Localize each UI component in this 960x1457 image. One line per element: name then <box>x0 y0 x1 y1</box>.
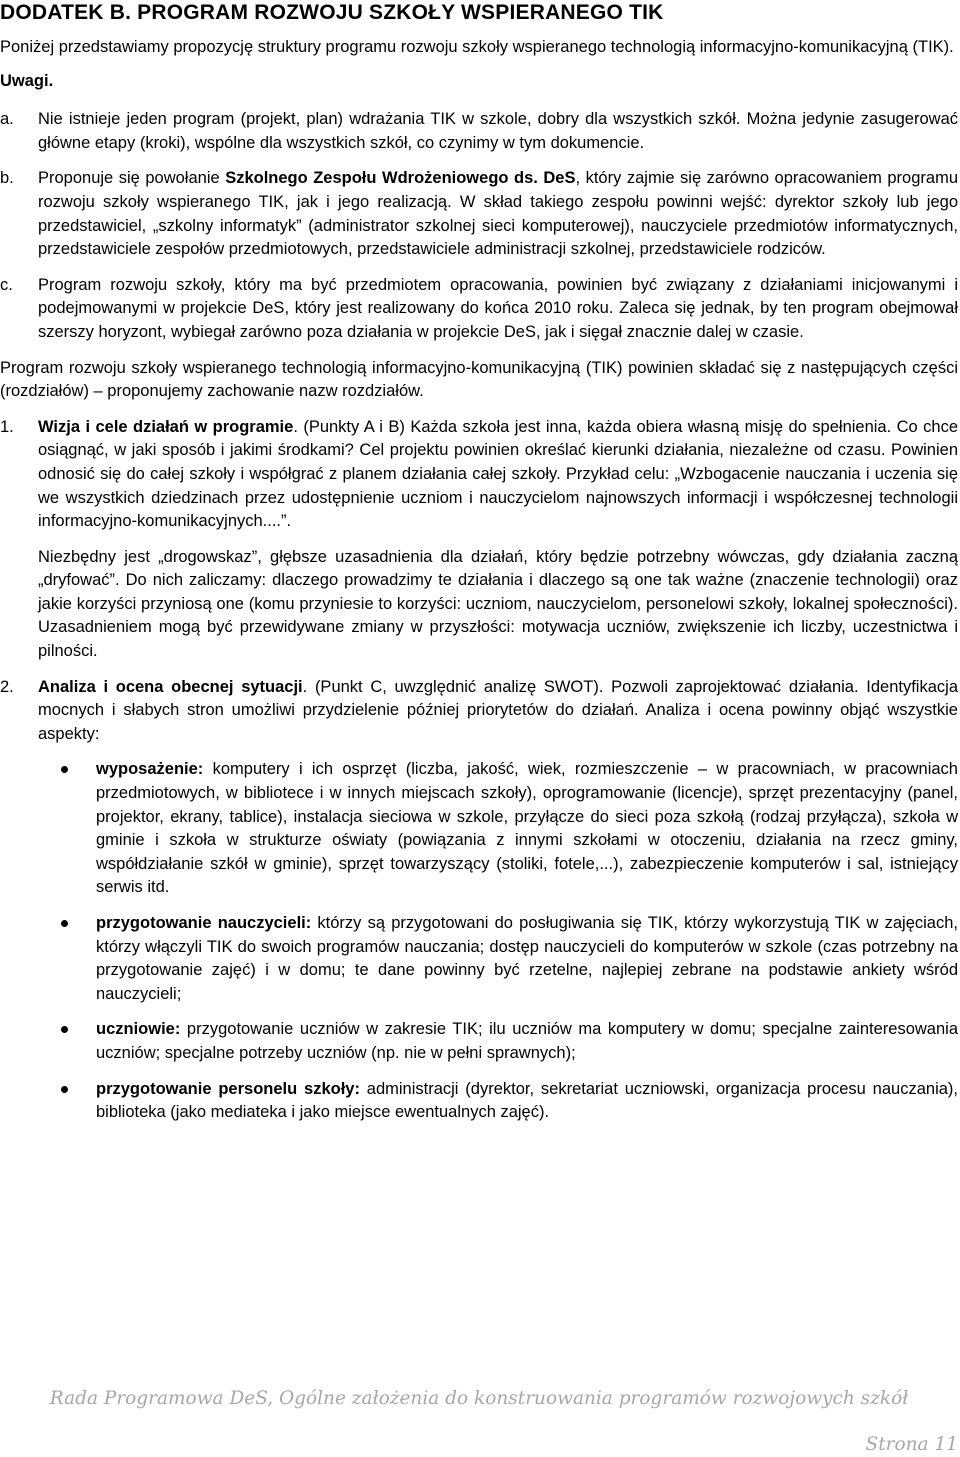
list-item-label: uczniowie: <box>96 1020 181 1039</box>
list-item-label: przygotowanie personelu szkoły: <box>96 1079 360 1098</box>
note-b-text: , który zajmie się zarówno opracowaniem programu rozwoju szkoły wspieranego TIK, jak i jego realizacją. W skład takiego zespołu powinni wejść: dyrektor szkoły lub jego przedstawiciel, „szkolny informatyk” (administrator szkolnej sieci komputerowej), nauczyciele przedmiotów informatycznych, przedstawiciele zespołów przedmiotowych, przedstawiciele administracji szkolnej, przedstawiciele rodziców. <box>38 169 958 259</box>
list-item-text: administracji (dyrektor, sekretariat uczniowski, organizacja procesu nauczania), biblioteka (jako mediateka i jako miejsce ewentualnych zajęć). <box>96 1079 958 1122</box>
section-1-text: . (Punkty A i B) Każda szkoła jest inna, każda obiera własną misję do spełnienia. Co chce osiągnąć, w jaki sposób i jakimi środkami? Cel projektu powinien określać kierunki działania, niezależne od czasu. Powinien odnosić się do całej szkoły i współgrać z planem działania całej szkoły. Przykład celu: „Wzbogacenie nauczania i uczenia się we wszystkich dziedzinach przez udostępnienie uczniom i nauczycielom najnowszych informacji i współczesnej technologii informacyjno-komunikacyjnych....”. <box>38 417 958 531</box>
aspects-list <box>0 758 958 1124</box>
page-number: Strona 11 <box>865 1434 958 1455</box>
bullet-icon <box>61 920 68 927</box>
section-1-marker: 1. <box>0 417 14 436</box>
page-title: DODATEK B. PROGRAM ROZWOJU SZKOŁY WSPIERANEGO TIK <box>0 1 664 24</box>
note-b <box>0 167 958 261</box>
section-1-title: Wizja i cele działań w programie <box>38 417 294 436</box>
list-item <box>0 912 958 1006</box>
section-2-text: . (Punkt C, uwzględnić analizę SWOT). Pozwoli zaprojektować działania. Identyfikacja mocnych i słabych stron umożliwi przydzielenie później priorytetów do działań. Analiza i ocena powinny objąć wszystkie aspekty: <box>38 677 958 743</box>
bullet-icon <box>61 766 68 773</box>
note-a <box>0 108 958 155</box>
intro-paragraph: Poniżej przedstawiamy propozycję struktury programu rozwoju szkoły wspieranego technologią informacyjno-komunikacyjną (TIK). <box>0 38 954 56</box>
section-2 <box>0 676 958 747</box>
note-a-marker: a. <box>0 110 14 129</box>
section-1-paragraph-2: Niezbędny jest „drogowskaz”, głębsze uzasadnienia dla działań, który będzie potrzebny wówczas, gdy działania zaczną „dryfować”. Do nich zaliczamy: dlaczego prowadzimy te działania i dlaczego są one tak ważne (znaczenie technologii) oraz jakie korzyści przyniosą one (komu przyniesie to korzyści: uczniom, nauczycielom, personelowi szkoły, lokalnej społeczności). Uzasadnieniem mogą być przewidywane zmiany w przyszłości: motywacja uczniów, zwiększenie ich liczby, uczestnictwa i pilności. <box>38 547 958 661</box>
list-item-text: przygotowanie uczniów w zakresie TIK; ilu uczniów ma komputery w domu; specjalne zainteresowania uczniów; specjalne potrzeby uczniów (np. nie w pełni sprawnych); <box>96 1020 958 1062</box>
note-c-marker: c. <box>0 275 13 294</box>
list-item <box>0 758 958 900</box>
section-2-title: Analiza i ocena obecnej sytuacji <box>38 677 303 696</box>
list-item-text: którzy są przygotowani do posługiwania się TIK, którzy wykorzystują TIK w zajęciach, którzy włączyli TIK do swoich programów nauczania; dostęp nauczycieli do komputerów w szkole (czas potrzebny na przygotowanie zajęć) i w domu; te dane powinny być rzetelne, najlepiej zebrane na podstawie ankiety wśród nauczycieli; <box>96 914 958 1003</box>
list-item <box>0 1078 958 1125</box>
notes-heading: Uwagi. <box>0 71 54 90</box>
footer-title: Rada Programowa DeS, Ogólne założenia do konstruowania programów rozwojowych szkół <box>49 1388 909 1409</box>
note-b-team-name: Szkolnego Zespołu Wdrożeniowego ds. DeS <box>225 169 576 188</box>
summary-paragraph: Program rozwoju szkoły wspieranego technologią informacyjno-komunikacyjną (TIK) powinien składać się z następujących części (rozdziałów) – proponujemy zachowanie nazw rozdziałów. <box>0 358 958 401</box>
section-2-marker: 2. <box>0 677 14 696</box>
list-item-label: przygotowanie nauczycieli: <box>96 914 312 932</box>
note-c <box>0 274 958 345</box>
note-a-text: Nie istnieje jeden program (projekt, plan) wdrażania TIK w szkole, dobry dla wszystkich szkół. Można jedynie zasugerować główne etapy (kroki), wspólne dla wszystkich szkół, co czynimy w tym dokumencie. <box>38 110 958 152</box>
section-1 <box>0 416 958 534</box>
list-item-text: komputery i ich osprzęt (liczba, jakość, wiek, rozmieszczenie – w pracowniach, w pracowniach przedmiotowych, w bibliotece i w innych miejscach szkoły), oprogramowanie (licencje), sprzęt prezentacyjny (panel, projektor, ekrany, tablice), instalacja sieciowa w szkole, przyłącze do sieci poza szkołą (rodzaj przyłącza), szkoła w gminie i szkoła w strukturze oświaty (powiązania z innymi szkołami w otoczeniu, działania na rzecz gminy, współdziałanie szkół w gminie), sprzęt towarzyszący (stoliki, fotele,...), zabezpieczenie komputerów i sal, istniejący serwis itd. <box>96 760 958 897</box>
list-item-label: wyposażenie: <box>96 760 204 779</box>
note-b-lead: Proponuje się powołanie <box>38 169 226 188</box>
note-b-marker: b. <box>0 169 14 188</box>
bullet-icon <box>61 1086 68 1093</box>
note-c-text: Program rozwoju szkoły, który ma być przedmiotem opracowania, powinien być związany z działaniami inicjowanymi i podejmowanymi w projekcie DeS, który jest realizowany do końca 2010 roku. Zaleca się jednak, by ten program obejmował szerszy horyzont, wybiegał zarówno poza działania w projekcie DeS, jak i sięgał znacznie dalej w czasie. <box>38 275 958 341</box>
bullet-icon <box>61 1026 68 1033</box>
list-item <box>0 1018 958 1065</box>
